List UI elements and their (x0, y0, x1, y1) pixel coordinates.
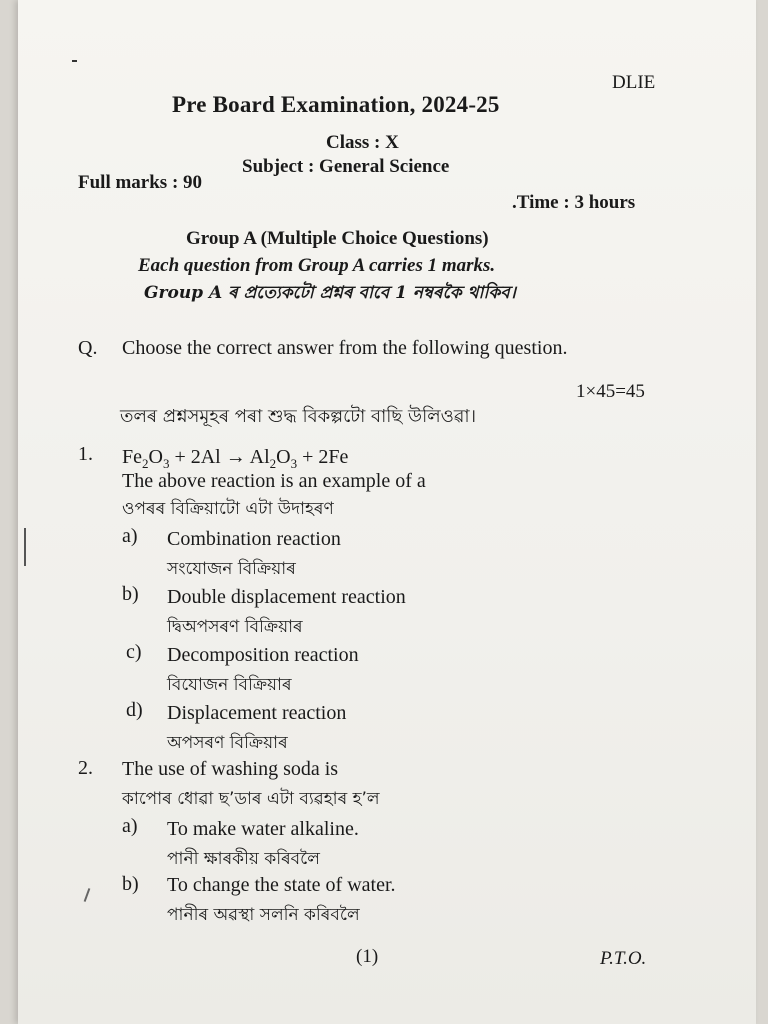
margin-mark (24, 528, 26, 566)
full-marks: Full marks : 90 (78, 172, 203, 193)
option-text-as: বিযোজন বিক্ৰিয়াৰ (167, 675, 292, 695)
question-text-as: ওপৰৰ বিক্ৰিয়াটো এটা উদাহৰণ (122, 499, 334, 519)
page-number: (1) (356, 946, 379, 967)
option-label: a) (122, 525, 138, 547)
instruction-label: Q. (78, 337, 98, 359)
ink-dot (72, 60, 77, 62)
option-text-as: পানী ক্ষাৰকীয় কৰিবলৈ (167, 849, 320, 869)
question-equation: $Fe_2O_3 + 2Al \to Al_2O_3 + 2Fe$ (122, 446, 349, 471)
subject-label: Subject : General Science (242, 156, 450, 177)
option-label: c) (126, 641, 142, 663)
option-text: To change the state of water. (167, 874, 396, 896)
option-label: b) (122, 583, 139, 605)
option-text: Double displacement reaction (167, 586, 406, 608)
option-text: Displacement reaction (167, 702, 347, 724)
group-a-instruction-as: Group A ৰ প্ৰত্যেকটো প্ৰশ্নৰ বাবে 1 নম্বৰকৈ থাকিব। (144, 283, 516, 303)
option-text: Decomposition reaction (167, 644, 359, 666)
option-label: a) (122, 815, 138, 837)
option-text-as: সংযোজন বিক্ৰিয়াৰ (167, 559, 296, 579)
question-text: The above reaction is an example of a (122, 470, 426, 492)
option-text: To make water alkaline. (167, 818, 359, 840)
question-number: 2. (78, 757, 93, 779)
group-a-title: Group A (Multiple Choice Questions) (186, 228, 489, 249)
instruction-marks: 1×45=45 (576, 381, 645, 402)
option-label: d) (126, 699, 143, 721)
paper-code: DLIE (612, 72, 656, 93)
question-text: The use of washing soda is (122, 758, 339, 780)
question-text-as: কাপোৰ ধোৱা ছ’ডাৰ এটা ব্যৱহাৰ হ’ল (122, 789, 380, 809)
class-label: Class : X (326, 132, 399, 153)
pto-label: P.T.O. (600, 948, 647, 969)
exam-title: Pre Board Examination, 2024-25 (172, 92, 500, 117)
question-number: 1. (78, 443, 93, 465)
option-text-as: দ্বিঅপসৰণ বিক্ৰিয়াৰ (167, 617, 303, 637)
option-label: b) (122, 873, 139, 895)
instruction-text-as: তলৰ প্ৰশ্নসমূহৰ পৰা শুদ্ধ বিকল্পটো বাছি উলিওৱা। (120, 406, 477, 427)
time-allowed: .Time : 3 hours (512, 192, 636, 213)
instruction-text: Choose the correct answer from the following question. (122, 337, 568, 359)
option-text-as: পানীৰ অৱস্থা সলনি কৰিবলৈ (167, 905, 360, 925)
group-a-instruction: Each question from Group A carries 1 marks. (138, 255, 496, 276)
option-text: Combination reaction (167, 528, 341, 550)
option-text-as: অপসৰণ বিক্ৰিয়াৰ (167, 733, 288, 753)
